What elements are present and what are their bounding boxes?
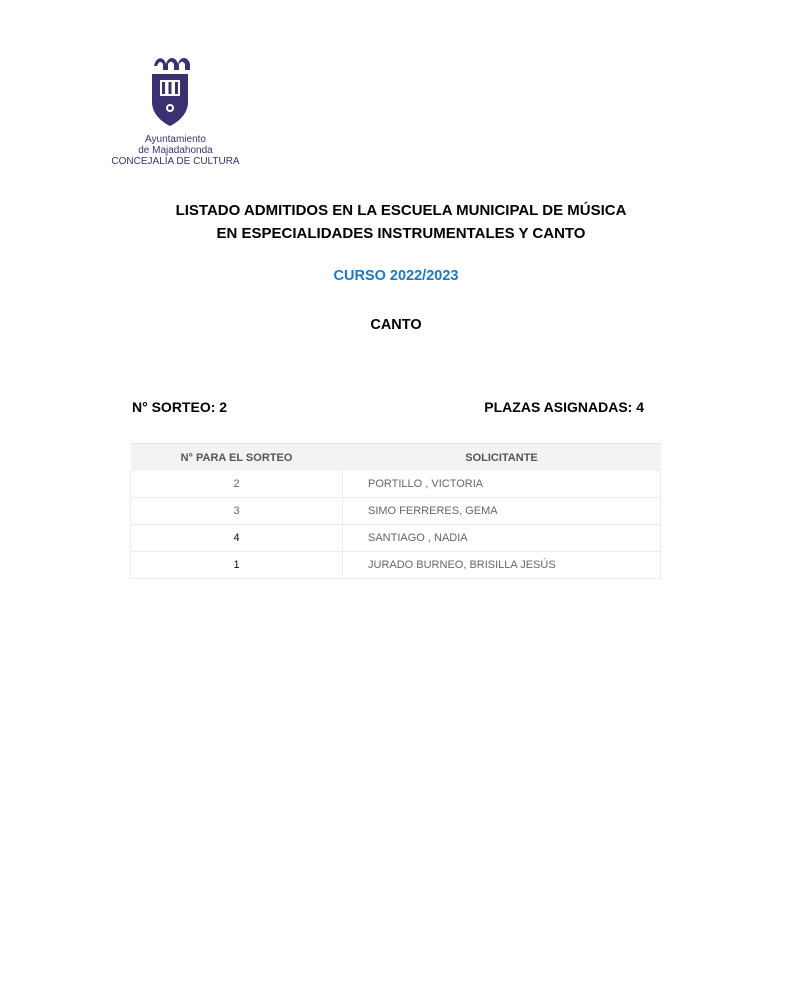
table-row	[131, 552, 661, 579]
draw-number-cell: 3	[131, 498, 343, 525]
table-row	[131, 525, 661, 552]
column-header-draw-number: N° PARA EL SORTEO	[131, 444, 343, 472]
assigned-seats: PLAZAS ASIGNADAS: 4	[484, 399, 644, 415]
logo-caption	[108, 134, 243, 167]
title-line-1: LISTADO ADMITIDOS EN LA ESCUELA MUNICIPAL DE MÚSICA	[175, 202, 627, 219]
table-row	[131, 471, 661, 498]
course-year: CURSO 2022/2023	[333, 268, 459, 284]
admitted-table	[130, 443, 661, 579]
applicant-cell: SIMO FERRERES, GEMA	[343, 498, 661, 525]
municipal-logo	[108, 52, 248, 174]
applicant-cell: JURADO BURNEO, BRISILLA JESÚS	[343, 552, 661, 579]
draw-number-cell: 1	[131, 552, 343, 579]
draw-number: N° SORTEO: 2	[132, 399, 228, 415]
logo-line-1: Ayuntamiento	[145, 134, 206, 145]
document-title	[0, 199, 792, 245]
applicant-cell: SANTIAGO , NADIA	[343, 525, 661, 552]
table-header-row	[131, 444, 661, 472]
table-row	[131, 498, 661, 525]
draw-number-cell: 2	[131, 471, 343, 498]
draw-number-cell: 4	[131, 525, 343, 552]
logo-line-3: CONCEJALÍA DE CULTURA	[111, 156, 240, 167]
specialty-heading: CANTO	[370, 317, 422, 333]
logo-line-2: de Majadahonda	[138, 145, 213, 156]
applicant-cell: PORTILLO , VICTORIA	[343, 471, 661, 498]
column-header-applicant: SOLICITANTE	[343, 444, 661, 472]
coat-of-arms-icon	[148, 52, 206, 128]
title-line-2: EN ESPECIALIDADES INSTRUMENTALES Y CANTO	[216, 225, 586, 242]
